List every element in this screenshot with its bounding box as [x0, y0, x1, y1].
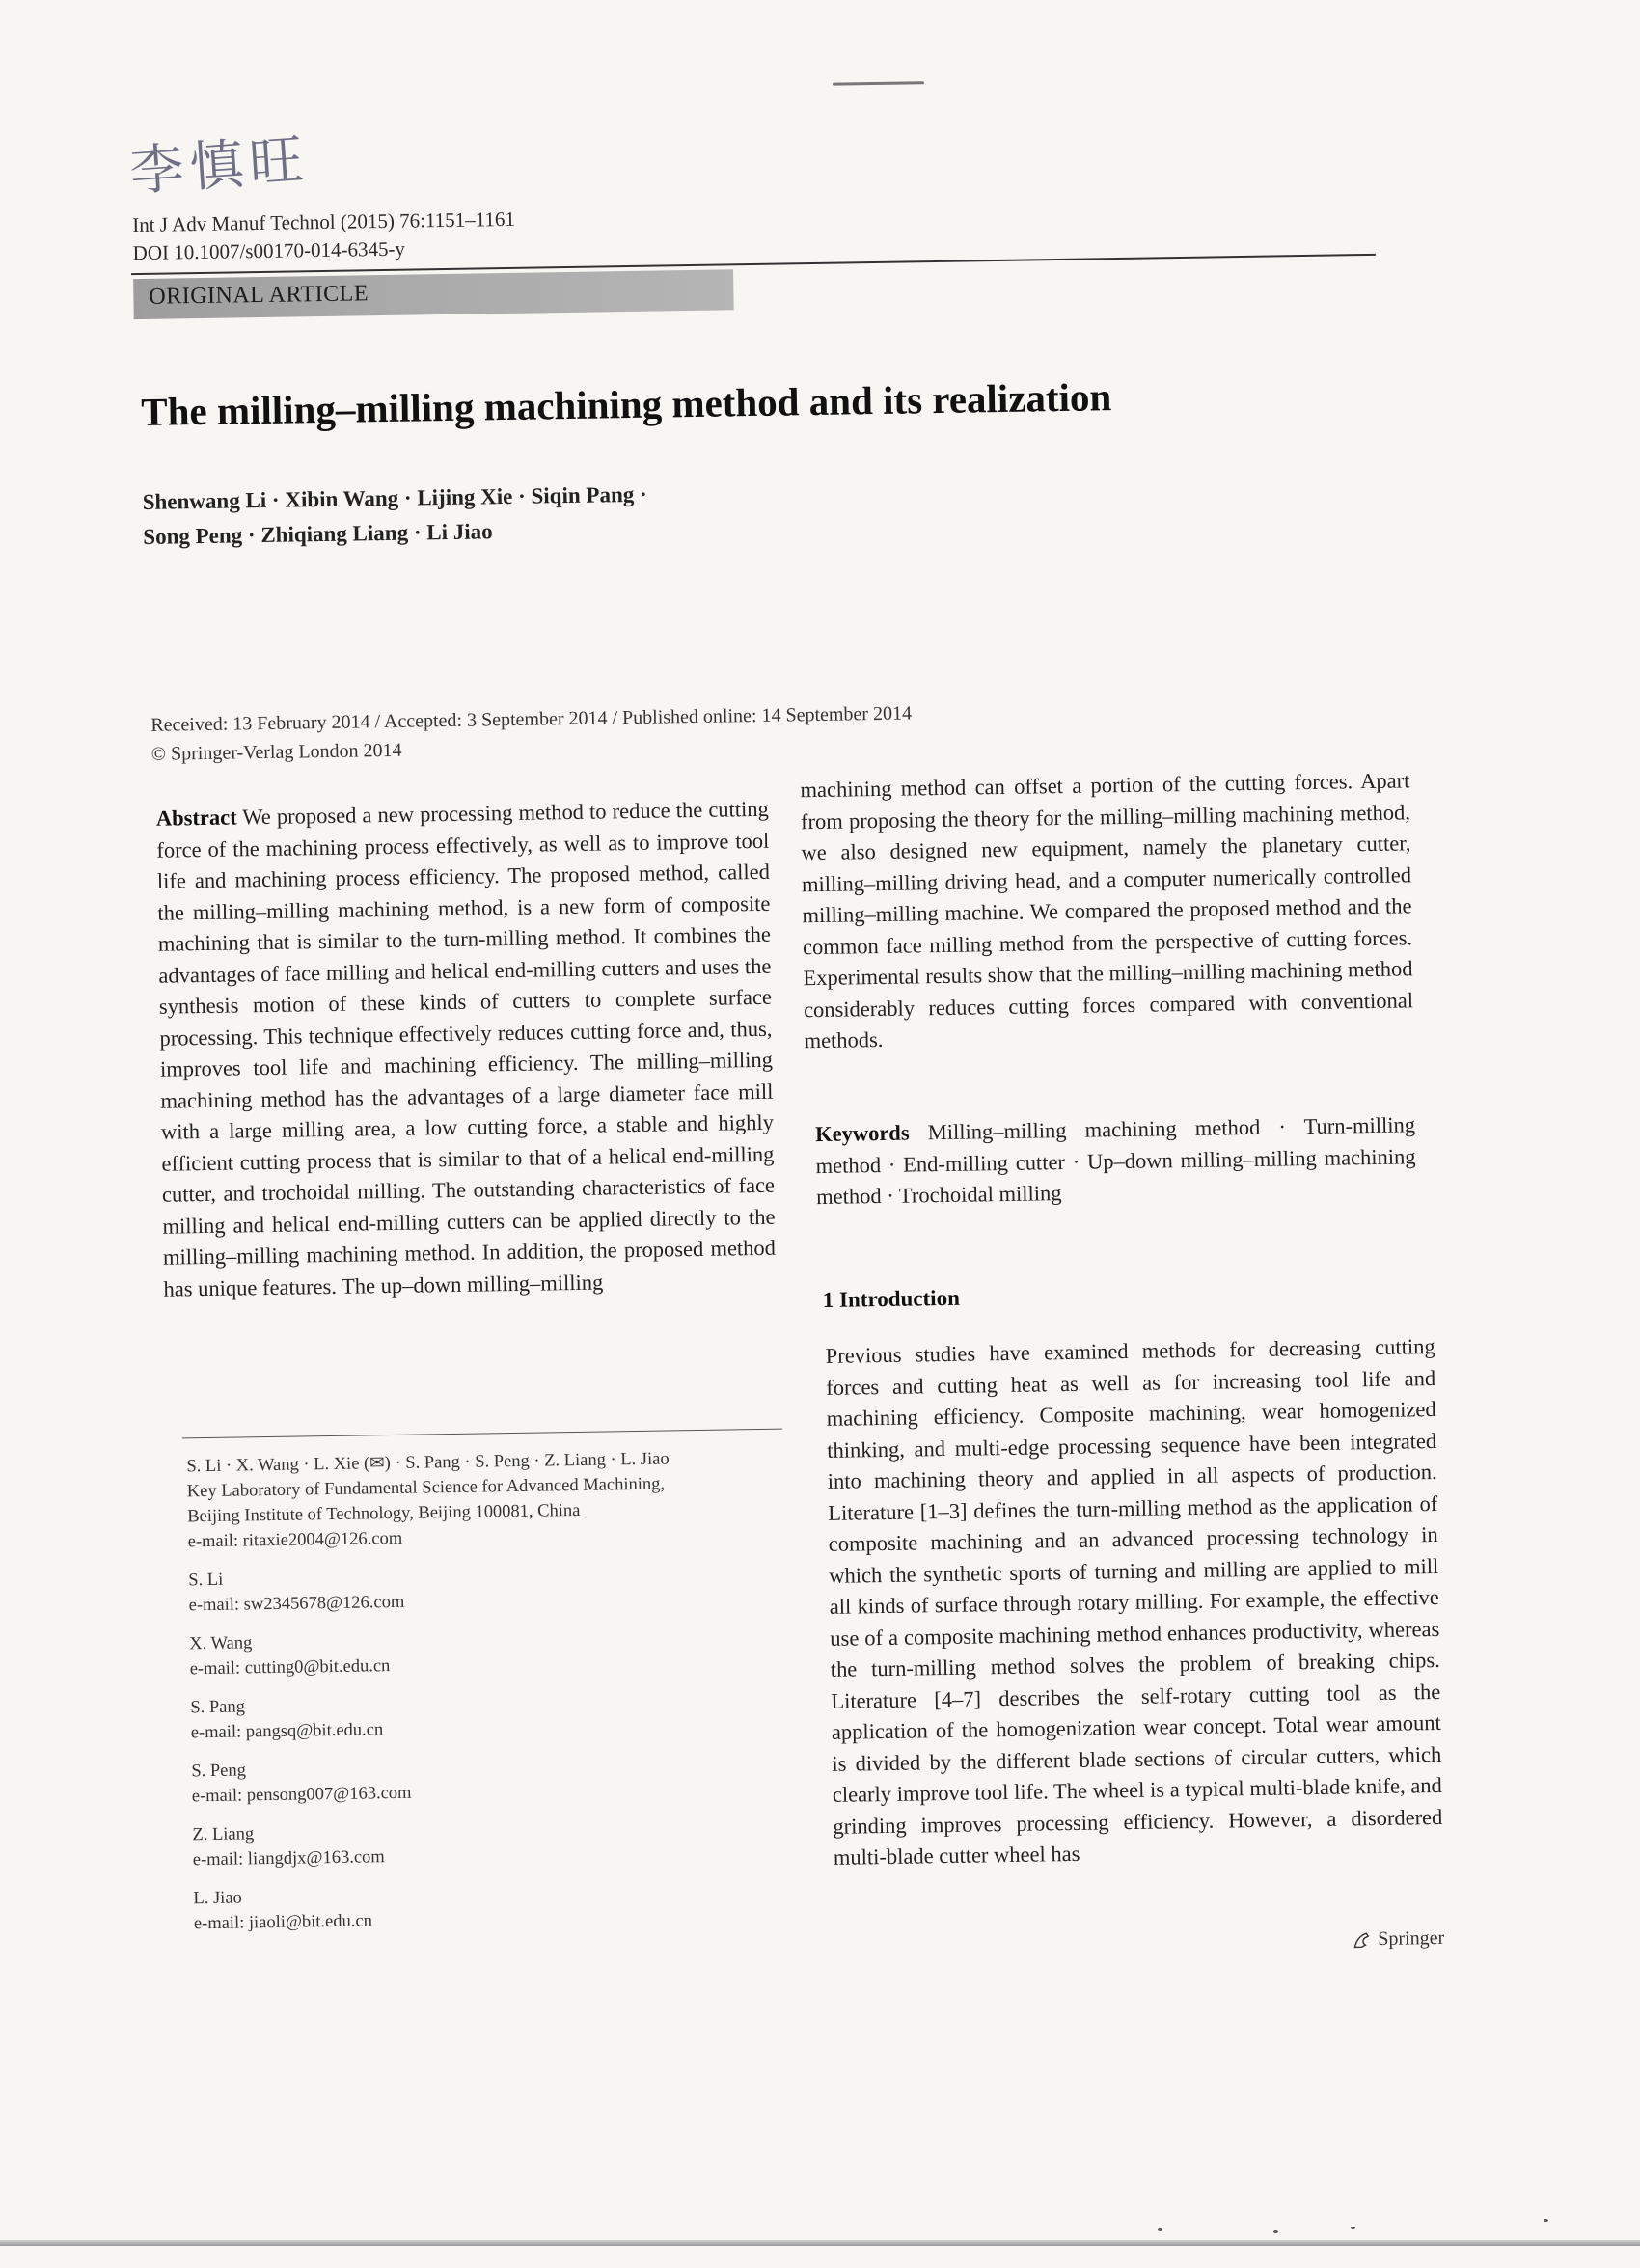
abstract-heading: Abstract [155, 805, 237, 831]
affiliation-entry [191, 1750, 790, 1810]
publisher-name: Springer [1378, 1926, 1445, 1951]
affiliation-line: e-mail: pangsq@bit.edu.cn [190, 1720, 384, 1743]
scan-edge [0, 2240, 1640, 2246]
publication-dates [150, 694, 1232, 769]
scan-dust [1544, 2219, 1548, 2222]
affiliation-line: S. Li · X. Wang · L. Xie (✉) · S. Pang · S. Peng · Z. Liang · L. Jiao [186, 1449, 670, 1477]
journal-doi: DOI 10.1007/s00170-014-6345-y [132, 236, 406, 265]
affiliation-line: Beijing Institute of Technology, Beijing 100081, China [187, 1500, 581, 1527]
affiliation-line: e-mail: pensong007@163.com [191, 1783, 412, 1807]
abstract-text: We proposed a new processing method to reduce the cutting force of the machining process effectively, as well as to improve tool life and machining process efficiency. The proposed method, called the milling–milling machining method, is a new form of composite machining that is similar to the turn-milling method. It combines the advantages of face milling and helical end-milling cutters and uses the synthesis motion of these kinds of cutters to complete surface processing. This technique effectively reduces cutting force and, thus, improves tool life and machining efficiency. The milling–milling machining method has the advantages of a large diameter face mill with a large milling area, a low cutting force, a stable and highly efficient cutting process that is similar to that of a helical end-milling cutter, and trochoidal milling. The outstanding characteristics of face milling and helical end-milling cutters can be applied directly to the milling–milling machining method. In addition, the proposed method has unique features. The up–down milling–milling [156, 796, 777, 1301]
affiliation-entry [188, 1559, 787, 1619]
affiliation-entry [190, 1686, 789, 1746]
paper-title: The milling–milling machining method and its realization [140, 374, 1112, 434]
affiliation-line: e-mail: jiaoli@bit.edu.cn [193, 1911, 373, 1934]
author-list [142, 472, 1011, 555]
keywords-heading: Keywords [814, 1120, 910, 1147]
article-type-banner [133, 269, 734, 319]
springer-horse-icon [1351, 1929, 1372, 1951]
affiliation-line: e-mail: liangdjx@163.com [192, 1847, 385, 1871]
affiliation-line: S. Li [188, 1570, 224, 1591]
section-heading-introduction: 1 Introduction [822, 1285, 961, 1312]
keywords-text: Milling–milling machining method · Turn-milling method · End-milling cutter · Up–down milling–milling machining method · Trochoidal milling [815, 1112, 1416, 1210]
copyright-line: © Springer-Verlag London 2014 [150, 739, 402, 765]
journal-citation: Int J Adv Manuf Technol (2015) 76:1151–1161 [132, 206, 516, 237]
scan-mark [833, 81, 924, 85]
author-affiliations [186, 1445, 792, 1951]
affiliation-line: e-mail: cutting0@bit.edu.cn [189, 1656, 391, 1680]
introduction-text: Previous studies have examined methods for decreasing cutting forces and cutting heat as well as for increasing tool life and machining efficiency. Composite machining, wear homogenized thinking, and multi-edge processing sequence have been integrated into machining theory and applied in all aspects of production. Literature [1–3] defines the turn-milling method as the application of composite machining and an advanced processing technology in which the synthetic sports of turning and milling are applied to mill all kinds of surface through rotary milling. For example, the effective use of a composite machining method enhances productivity, whereas the turn-milling method solves the problem of breaking chips. Literature [4–7] describes the self-rotary cutting tool as the application of the homogenization wear concept. Total wear amount is divided by the different blade sections of circular cutters, which clearly improve tool life. The wheel is a typical multi-blade knife, and grinding improves processing efficiency. However, a disordered multi-blade cutter wheel has [825, 1334, 1443, 1870]
publisher-mark [1351, 1927, 1444, 1952]
affiliation-line: X. Wang [189, 1633, 253, 1654]
affiliation-line: L. Jiao [193, 1888, 242, 1909]
scan-dust [1158, 2228, 1162, 2231]
affiliation-line: Key Laboratory of Fundamental Science for Advanced Machining, [186, 1474, 666, 1502]
author-line-1: Shenwang Li · Xibin Wang · Lijing Xie · Siqin Pang · [142, 481, 647, 514]
affiliation-entry [193, 1877, 792, 1937]
affiliation-line: e-mail: sw2345678@126.com [188, 1592, 405, 1616]
article-type-label: ORIGINAL ARTICLE [149, 281, 369, 310]
affiliation-line: Z. Liang [192, 1824, 255, 1845]
keywords [815, 1109, 1416, 1213]
affiliation-line: S. Pang [190, 1697, 246, 1718]
handwritten-name: 李慎旺 [127, 128, 312, 204]
affiliation-entry [186, 1445, 786, 1555]
scan-dust [1273, 2230, 1278, 2233]
abstract [156, 794, 777, 1305]
affiliation-line: e-mail: ritaxie2004@126.com [187, 1528, 403, 1552]
affiliation-entry [189, 1623, 788, 1682]
affiliation-line: S. Peng [191, 1761, 247, 1782]
footnote-rule [182, 1429, 782, 1439]
abstract-continued: machining method can offset a portion of the cutting forces. Apart from proposing the theory for the milling–milling machining method, we also designed new equipment, namely the planetary cutter, milling–milling driving head, and a computer numerically controlled milling–milling machine. We compared the proposed method and the common face milling method from the perspective of cutting forces. Experimental results show that the milling–milling machining method considerably reduces cutting forces compared with conventional methods. [800, 768, 1414, 1053]
affiliation-entry [192, 1814, 791, 1873]
author-line-2: Song Peng · Zhiqiang Liang · Li Jiao [143, 519, 493, 549]
dates-line: Received: 13 February 2014 / Accepted: 3 September 2014 / Published online: 14 September 2014 [150, 702, 913, 736]
scan-dust [1351, 2227, 1355, 2229]
